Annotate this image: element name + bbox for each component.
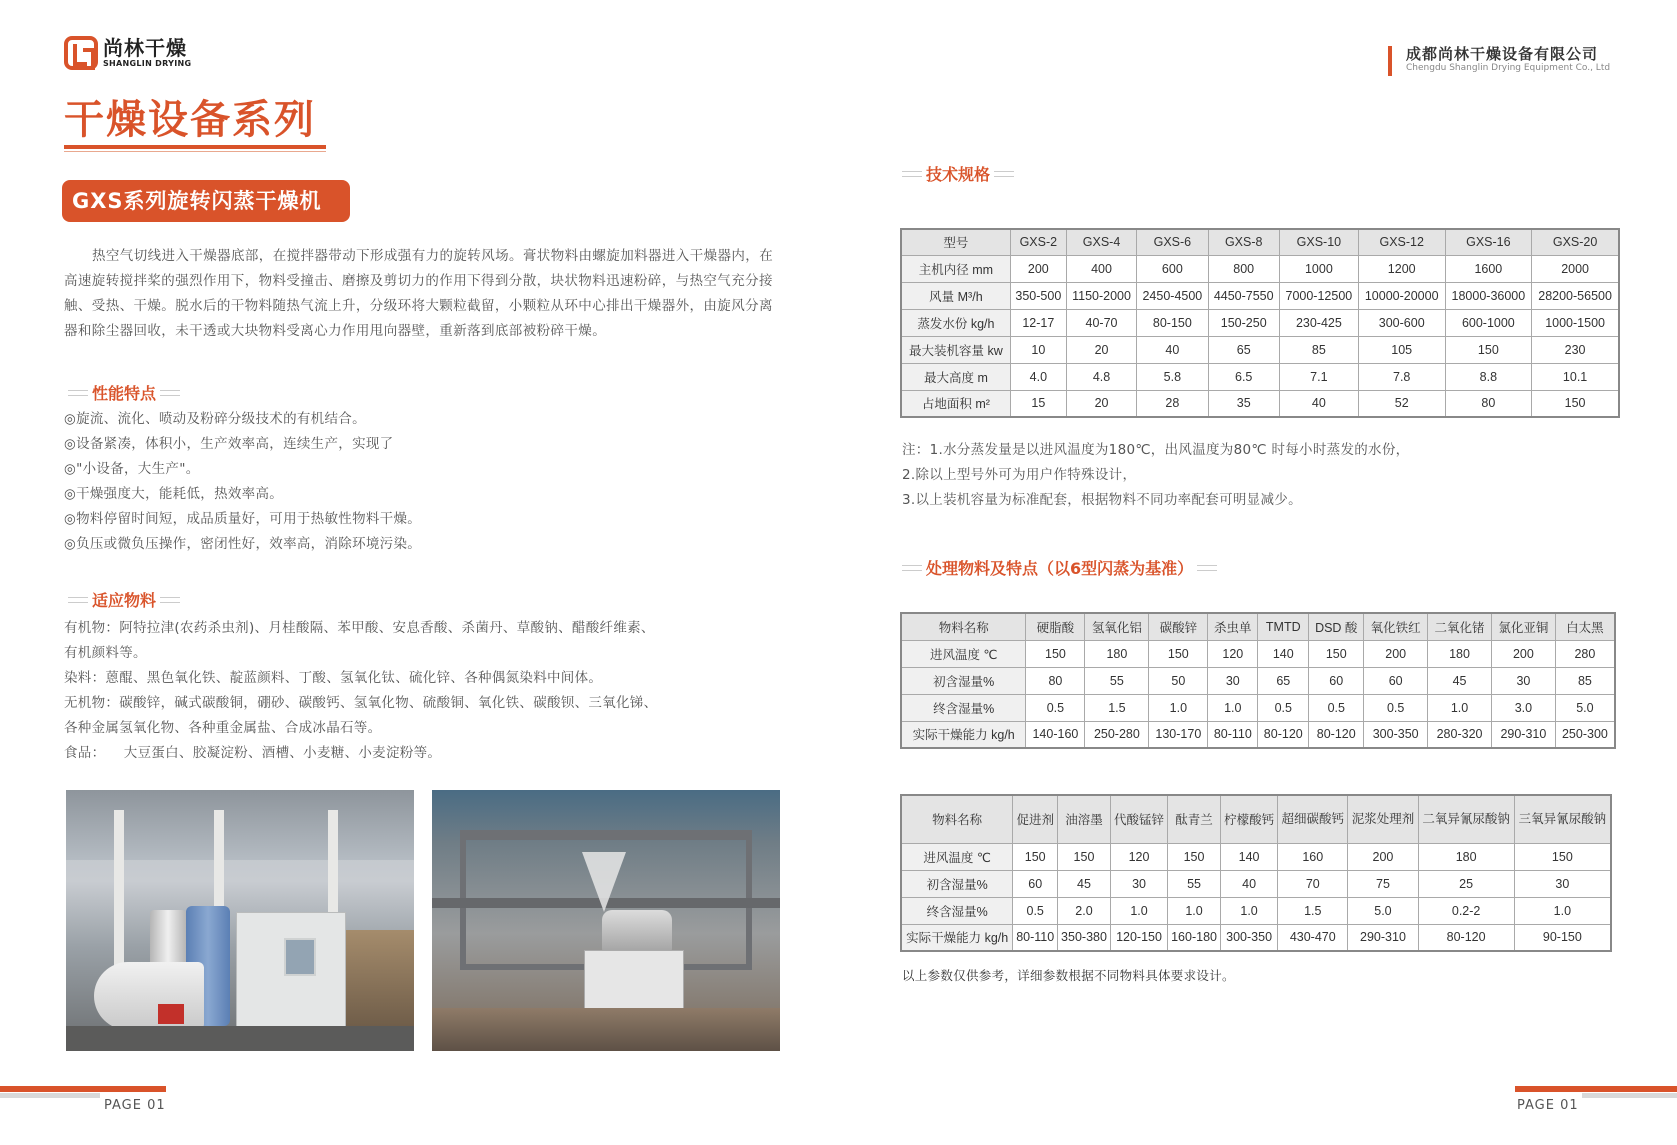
table-cell: 150 xyxy=(1058,843,1111,870)
table-cell: 280-320 xyxy=(1428,721,1492,748)
table-cell: 10 xyxy=(1010,336,1066,363)
table-cell: 35 xyxy=(1208,390,1279,417)
table-header-cell: 物料名称 xyxy=(901,795,1013,843)
table-header-cell: 三氧异氰尿酸钠 xyxy=(1514,795,1611,843)
table-header-cell: GXS-12 xyxy=(1358,229,1445,255)
table-header-cell: 硬脂酸 xyxy=(1026,613,1085,640)
table-cell: 250-300 xyxy=(1555,721,1615,748)
table-cell: 45 xyxy=(1428,667,1492,694)
table-cell: 105 xyxy=(1358,336,1445,363)
table-header-cell: GXS-4 xyxy=(1066,229,1136,255)
table-row xyxy=(901,282,1619,309)
row-label-cell: 初含湿量% xyxy=(901,667,1026,694)
materials-line: 各种金属氢氧化物、各种重金属盐、合成冰晶石等。 xyxy=(64,720,382,736)
table-header-cell: GXS-2 xyxy=(1010,229,1066,255)
company-name xyxy=(1388,46,1610,76)
features-list xyxy=(64,407,421,557)
table-header-cell: 白太黑 xyxy=(1555,613,1615,640)
table-cell: 40 xyxy=(1279,390,1358,417)
row-label-cell: 主机内径 mm xyxy=(901,255,1010,282)
factory-photo xyxy=(66,790,414,1051)
logo-en: SHANGLIN DRYING xyxy=(103,59,192,68)
table-row xyxy=(901,721,1615,748)
page-number-right: PAGE 01 xyxy=(1517,1098,1579,1113)
table-header-cell: 泥浆处理剂 xyxy=(1348,795,1418,843)
table-cell: 2000 xyxy=(1532,255,1619,282)
row-label-cell: 初含湿量% xyxy=(901,870,1013,897)
table-header-cell: 氧化铁红 xyxy=(1364,613,1428,640)
table-cell: 52 xyxy=(1358,390,1445,417)
table-cell: 1.0 xyxy=(1168,897,1221,924)
table-header-cell: 代酸锰锌 xyxy=(1110,795,1167,843)
table-header-cell: 二氧化锗 xyxy=(1428,613,1492,640)
table-cell: 120 xyxy=(1110,843,1167,870)
table-cell: 1200 xyxy=(1358,255,1445,282)
table-cell: 80-150 xyxy=(1137,309,1208,336)
table-header-cell: 氯化亚铜 xyxy=(1491,613,1555,640)
table-header-cell: GXS-6 xyxy=(1137,229,1208,255)
page-title: 干燥设备系列 xyxy=(64,97,316,143)
materials-heading xyxy=(64,588,184,611)
materials-text xyxy=(64,616,784,766)
table-row xyxy=(901,640,1615,667)
table-cell: 30 xyxy=(1110,870,1167,897)
table-header-cell: 油溶墨 xyxy=(1058,795,1111,843)
heading-dash xyxy=(68,390,88,396)
table-cell: 150 xyxy=(1445,336,1532,363)
heading-dash xyxy=(68,597,88,603)
table-cell: 0.5 xyxy=(1013,897,1058,924)
table-cell: 140 xyxy=(1220,843,1277,870)
table-row xyxy=(901,870,1611,897)
table-cell: 80 xyxy=(1026,667,1085,694)
table-cell: 0.5 xyxy=(1258,694,1309,721)
heading-dash xyxy=(160,597,180,603)
table-row xyxy=(901,390,1619,417)
table-cell: 3.0 xyxy=(1491,694,1555,721)
row-label-cell: 终含湿量% xyxy=(901,897,1013,924)
spec-heading-text: 技术规格 xyxy=(926,165,991,184)
row-label-cell: 实际干燥能力 kg/h xyxy=(901,721,1026,748)
table-cell: 12-17 xyxy=(1010,309,1066,336)
heading-dash xyxy=(902,171,922,177)
table-header-cell: 型号 xyxy=(901,229,1010,255)
row-label-cell: 占地面积 m² xyxy=(901,390,1010,417)
table-cell: 40 xyxy=(1137,336,1208,363)
table-cell: 65 xyxy=(1208,336,1279,363)
table-cell: 5.0 xyxy=(1555,694,1615,721)
process-heading-text: 处理物料及特点（以6型闪蒸为基准） xyxy=(926,559,1194,578)
table-header-cell: TMTD xyxy=(1258,613,1309,640)
table-cell: 8.8 xyxy=(1445,363,1532,390)
table-cell: 1000-1500 xyxy=(1532,309,1619,336)
company-en: Chengdu Shanglin Drying Equipment Co., Ltd xyxy=(1406,63,1611,73)
footer-bar-left xyxy=(0,1086,166,1092)
table-header-cell: 二氧异氰尿酸钠 xyxy=(1418,795,1514,843)
table-cell: 30 xyxy=(1491,667,1555,694)
table-cell: 1.5 xyxy=(1085,694,1149,721)
table-header-cell: 柠檬酸钙 xyxy=(1220,795,1277,843)
table-cell: 55 xyxy=(1085,667,1149,694)
row-label-cell: 最大高度 m xyxy=(901,363,1010,390)
table-cell: 5.0 xyxy=(1348,897,1418,924)
table-cell: 230 xyxy=(1532,336,1619,363)
table-cell: 60 xyxy=(1364,667,1428,694)
table-cell: 80-120 xyxy=(1418,924,1514,951)
table-cell: 1.0 xyxy=(1428,694,1492,721)
table-cell: 18000-36000 xyxy=(1445,282,1532,309)
table-cell: 200 xyxy=(1010,255,1066,282)
table-cell: 300-350 xyxy=(1364,721,1428,748)
table-cell: 1.0 xyxy=(1220,897,1277,924)
table-cell: 400 xyxy=(1066,255,1136,282)
table-cell: 350-500 xyxy=(1010,282,1066,309)
table-cell: 280 xyxy=(1555,640,1615,667)
table-header-cell: 物料名称 xyxy=(901,613,1026,640)
list-item: ◎"小设备，大生产"。 xyxy=(64,461,200,477)
table-header-cell: 酞青兰 xyxy=(1168,795,1221,843)
company-cn: 成都尚林干燥设备有限公司 xyxy=(1406,45,1599,63)
table-cell: 180 xyxy=(1418,843,1514,870)
table-cell: 80-120 xyxy=(1258,721,1309,748)
table-cell: 290-310 xyxy=(1348,924,1418,951)
table-cell: 150-250 xyxy=(1208,309,1279,336)
row-label-cell: 最大装机容量 kw xyxy=(901,336,1010,363)
title-underline-light xyxy=(64,151,326,152)
table-cell: 1.0 xyxy=(1149,694,1208,721)
spec-notes xyxy=(902,438,1409,513)
features-heading-text: 性能特点 xyxy=(92,384,157,403)
table-cell: 0.2-2 xyxy=(1418,897,1514,924)
table-cell: 30 xyxy=(1208,667,1258,694)
table-cell: 1150-2000 xyxy=(1066,282,1136,309)
table-cell: 60 xyxy=(1013,870,1058,897)
table-cell: 28 xyxy=(1137,390,1208,417)
table-cell: 150 xyxy=(1514,843,1611,870)
table-header-cell: GXS-10 xyxy=(1279,229,1358,255)
table-cell: 160-180 xyxy=(1168,924,1221,951)
table-cell: 65 xyxy=(1258,667,1309,694)
list-item: ◎物料停留时间短，成品质量好，可用于热敏性物料干燥。 xyxy=(64,511,422,527)
table-cell: 7.1 xyxy=(1279,363,1358,390)
table-cell: 85 xyxy=(1279,336,1358,363)
page-number-left: PAGE 01 xyxy=(104,1098,166,1113)
table-cell: 50 xyxy=(1149,667,1208,694)
row-label-cell: 终含湿量% xyxy=(901,694,1026,721)
table-cell: 80-110 xyxy=(1208,721,1258,748)
table-cell: 4.8 xyxy=(1066,363,1136,390)
note-line: 3.以上装机容量为标准配套，根据物料不同功率配套可明显减少。 xyxy=(902,492,1302,508)
table-header-cell: GXS-20 xyxy=(1532,229,1619,255)
footer-bar-right xyxy=(1515,1086,1677,1092)
table-cell: 1.5 xyxy=(1278,897,1348,924)
materials-line: 染料：蒽醌、黑色氧化铁、靛蓝颜料、丁酸、氢氧化钛、硫化锌、各种偶氮染料中间体。 xyxy=(64,670,603,686)
table-cell: 150 xyxy=(1309,640,1364,667)
table-cell: 7.8 xyxy=(1358,363,1445,390)
spec-table xyxy=(900,228,1620,418)
table-cell: 0.5 xyxy=(1309,694,1364,721)
table-cell: 90-150 xyxy=(1514,924,1611,951)
table-cell: 30 xyxy=(1514,870,1611,897)
heading-dash xyxy=(902,565,922,571)
logo-cn: 尚林干燥 xyxy=(103,36,187,60)
table-cell: 20 xyxy=(1066,336,1136,363)
table-header-cell: GXS-16 xyxy=(1445,229,1532,255)
table-row xyxy=(901,924,1611,951)
row-label-cell: 进风温度 ℃ xyxy=(901,640,1026,667)
table-cell: 2.0 xyxy=(1058,897,1111,924)
table-cell: 6.5 xyxy=(1208,363,1279,390)
heading-dash xyxy=(1197,565,1217,571)
materials-line: 食品： 大豆蛋白、胶凝淀粉、酒槽、小麦糖、小麦淀粉等。 xyxy=(64,745,442,761)
table-cell: 4.0 xyxy=(1010,363,1066,390)
process-heading xyxy=(898,556,1221,579)
table-header-cell: DSD 酸 xyxy=(1309,613,1364,640)
table-row xyxy=(901,694,1615,721)
table-header-cell: GXS-8 xyxy=(1208,229,1279,255)
row-label-cell: 进风温度 ℃ xyxy=(901,843,1013,870)
table-cell: 300-350 xyxy=(1220,924,1277,951)
table-cell: 120 xyxy=(1208,640,1258,667)
table-cell: 200 xyxy=(1491,640,1555,667)
list-item: ◎旋流、流化、喷动及粉碎分级技术的有机结合。 xyxy=(64,411,366,427)
table-cell: 1.0 xyxy=(1110,897,1167,924)
table-cell: 130-170 xyxy=(1149,721,1208,748)
table-cell: 80-110 xyxy=(1013,924,1058,951)
table-cell: 1.0 xyxy=(1514,897,1611,924)
table-row xyxy=(901,255,1619,282)
table-cell: 20 xyxy=(1066,390,1136,417)
table-cell: 150 xyxy=(1149,640,1208,667)
product-banner: GXS系列旋转闪蒸干燥机 xyxy=(62,180,350,222)
table-cell: 300-600 xyxy=(1358,309,1445,336)
table-cell: 10000-20000 xyxy=(1358,282,1445,309)
logo-icon xyxy=(64,36,98,70)
table-cell: 600-1000 xyxy=(1445,309,1532,336)
table-cell: 70 xyxy=(1278,870,1348,897)
row-label-cell: 蒸发水份 kg/h xyxy=(901,309,1010,336)
table-cell: 140-160 xyxy=(1026,721,1085,748)
table-cell: 1600 xyxy=(1445,255,1532,282)
table-cell: 230-425 xyxy=(1279,309,1358,336)
table-row xyxy=(901,363,1619,390)
table-cell: 5.8 xyxy=(1137,363,1208,390)
table-header-cell: 杀虫单 xyxy=(1208,613,1258,640)
table-cell: 85 xyxy=(1555,667,1615,694)
table-header-row xyxy=(901,229,1619,255)
table-cell: 10.1 xyxy=(1532,363,1619,390)
table-cell: 200 xyxy=(1364,640,1428,667)
list-item: ◎干燥强度大，能耗低，热效率高。 xyxy=(64,486,284,502)
table-row xyxy=(901,897,1611,924)
heading-dash xyxy=(160,390,180,396)
table-cell: 80-120 xyxy=(1309,721,1364,748)
table-cell: 4450-7550 xyxy=(1208,282,1279,309)
heading-dash xyxy=(994,171,1014,177)
table-cell: 80 xyxy=(1445,390,1532,417)
table-cell: 600 xyxy=(1137,255,1208,282)
table-cell: 25 xyxy=(1418,870,1514,897)
table-cell: 1000 xyxy=(1279,255,1358,282)
table-row xyxy=(901,309,1619,336)
features-heading xyxy=(64,381,184,404)
table-cell: 28200-56500 xyxy=(1532,282,1619,309)
process-table-1 xyxy=(900,612,1616,749)
table-cell: 800 xyxy=(1208,255,1279,282)
row-label-cell: 风量 M³/h xyxy=(901,282,1010,309)
table-cell: 150 xyxy=(1168,843,1221,870)
table-cell: 180 xyxy=(1428,640,1492,667)
table-cell: 180 xyxy=(1085,640,1149,667)
table-header-cell: 碳酸锌 xyxy=(1149,613,1208,640)
footnote: 以上参数仅供参考，详细参数根据不同物料具体要求设计。 xyxy=(902,968,1235,983)
spec-heading xyxy=(898,162,1018,185)
materials-heading-text: 适应物料 xyxy=(92,591,157,610)
materials-line: 有机颜料等。 xyxy=(64,645,147,661)
table-cell: 430-470 xyxy=(1278,924,1348,951)
title-underline xyxy=(64,145,326,149)
row-label-cell: 实际干燥能力 kg/h xyxy=(901,924,1013,951)
table-cell: 45 xyxy=(1058,870,1111,897)
table-cell: 150 xyxy=(1026,640,1085,667)
note-line: 2.除以上型号外可为用户作特殊设计， xyxy=(902,467,1137,483)
materials-line: 有机物：阿特拉津(农药杀虫剂)、月桂酸隔、苯甲酸、安息香酸、杀菌丹、草酸钠、醋酸纤维素、 xyxy=(64,620,655,636)
table-cell: 7000-12500 xyxy=(1279,282,1358,309)
table-cell: 120-150 xyxy=(1110,924,1167,951)
table-cell: 2450-4500 xyxy=(1137,282,1208,309)
process-table-2 xyxy=(900,794,1612,952)
table-cell: 55 xyxy=(1168,870,1221,897)
footer-bar-right-gray xyxy=(1582,1093,1677,1098)
table-cell: 40 xyxy=(1220,870,1277,897)
note-line: 注：1.水分蒸发量是以进风温度为180℃，出风温度为80℃ 时每小时蒸发的水份， xyxy=(902,442,1410,458)
table-header-cell: 氢氧化铝 xyxy=(1085,613,1149,640)
table-header-row xyxy=(901,613,1615,640)
table-cell: 0.5 xyxy=(1026,694,1085,721)
table-cell: 0.5 xyxy=(1364,694,1428,721)
table-cell: 75 xyxy=(1348,870,1418,897)
table-cell: 60 xyxy=(1309,667,1364,694)
table-cell: 150 xyxy=(1532,390,1619,417)
list-item: ◎负压或微负压操作，密闭性好，效率高，消除环境污染。 xyxy=(64,536,422,552)
table-row xyxy=(901,667,1615,694)
table-cell: 350-380 xyxy=(1058,924,1111,951)
table-header-cell: 超细碳酸钙 xyxy=(1278,795,1348,843)
table-cell: 40-70 xyxy=(1066,309,1136,336)
machine-photo xyxy=(432,790,780,1051)
table-header-row xyxy=(901,795,1611,843)
table-cell: 250-280 xyxy=(1085,721,1149,748)
table-cell: 140 xyxy=(1258,640,1309,667)
table-cell: 15 xyxy=(1010,390,1066,417)
table-cell: 150 xyxy=(1013,843,1058,870)
table-header-cell: 促进剂 xyxy=(1013,795,1058,843)
table-row xyxy=(901,843,1611,870)
list-item: ◎设备紧凑，体积小，生产效率高，连续生产，实现了 xyxy=(64,436,394,452)
intro-paragraph: 热空气切线进入干燥器底部，在搅拌器带动下形成强有力的旋转风场。膏状物料由螺旋加料器进入干燥器内，在高速旋转搅拌桨的强烈作用下，物料受撞击、磨擦及剪切力的作用下得到分散，块状物料迅速粉碎，与热空气充分接触、受热、干燥。脱水后的干物料随热气流上升，分级环将大颗粒截留，小颗粒从环中心排出干燥器外，由旋风分离器和除尘器回收，未干透或大块物料受离心力作用甩向器壁，重新落到底部被粉碎干燥。 xyxy=(64,248,774,339)
brand-logo xyxy=(64,36,191,70)
table-cell: 290-310 xyxy=(1491,721,1555,748)
table-cell: 160 xyxy=(1278,843,1348,870)
footer-bar-left-gray xyxy=(0,1093,100,1098)
table-row xyxy=(901,336,1619,363)
table-cell: 200 xyxy=(1348,843,1418,870)
materials-line: 无机物：碳酸锌，碱式碳酸铜，硼砂、碳酸钙、氢氧化物、硫酸铜、氧化铁、碳酸钡、三氧化锑、 xyxy=(64,695,658,711)
table-cell: 1.0 xyxy=(1208,694,1258,721)
